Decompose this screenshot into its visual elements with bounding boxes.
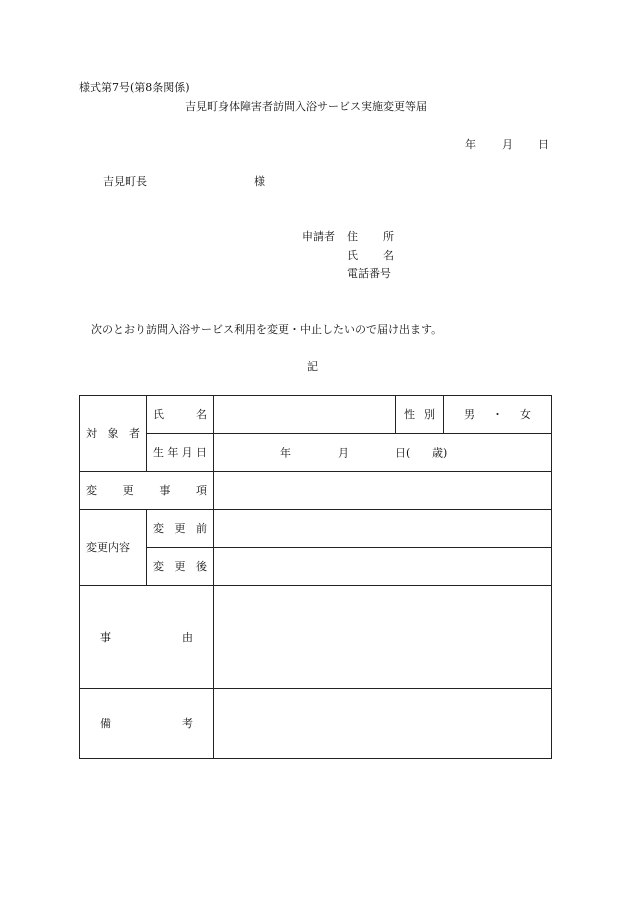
row-change-after bbox=[80, 548, 552, 586]
applicant-name-label-1: 氏 bbox=[347, 249, 358, 262]
name-header: 氏 名 bbox=[147, 396, 214, 434]
applicant-phone-label: 電話番号 bbox=[347, 267, 391, 280]
reason-field[interactable] bbox=[214, 586, 552, 689]
sex-option-separator: ・ bbox=[492, 408, 503, 421]
change-content-header: 変更内容 bbox=[80, 510, 147, 586]
statement-text: 次のとおり訪問入浴サービス利用を変更・中止したいので届け出ます。 bbox=[91, 323, 443, 336]
dob-age-label: 歳) bbox=[432, 446, 448, 459]
remarks-header: 備 考 bbox=[80, 689, 214, 759]
date-month-label: 月 bbox=[502, 138, 513, 151]
addressee-name: 吉見町長 bbox=[103, 175, 147, 188]
row-change-item bbox=[80, 472, 552, 510]
sex-field[interactable] bbox=[444, 396, 552, 434]
before-header: 変 更 前 bbox=[147, 510, 214, 548]
applicant-name-label-2: 名 bbox=[383, 249, 394, 262]
date-year-label: 年 bbox=[465, 138, 476, 151]
reason-header: 事 由 bbox=[80, 586, 214, 689]
remarks-field[interactable] bbox=[214, 689, 552, 759]
birthdate-field[interactable] bbox=[214, 434, 552, 472]
dob-year-label: 年 bbox=[280, 446, 291, 459]
addressee-honorific: 様 bbox=[254, 175, 265, 188]
sex-option-female[interactable]: 女 bbox=[520, 408, 531, 421]
row-remarks bbox=[80, 689, 552, 759]
date-day-label: 日 bbox=[538, 138, 549, 151]
before-field[interactable] bbox=[214, 510, 552, 548]
form-number: 様式第7号(第8条関係) bbox=[79, 81, 190, 94]
row-birthdate bbox=[80, 434, 552, 472]
row-name bbox=[80, 396, 552, 434]
subject-header: 対 象 者 bbox=[80, 396, 147, 472]
birthdate-header: 生 年 月 日 bbox=[147, 434, 214, 472]
after-header: 変 更 後 bbox=[147, 548, 214, 586]
after-field[interactable] bbox=[214, 548, 552, 586]
change-item-field[interactable] bbox=[214, 472, 552, 510]
change-form-table bbox=[79, 395, 552, 759]
applicant-address-label-2: 所 bbox=[383, 230, 394, 243]
row-change-before bbox=[80, 510, 552, 548]
change-item-header: 変 更 事 項 bbox=[80, 472, 214, 510]
sex-header: 性 別 bbox=[396, 396, 444, 434]
applicant-address-label-1: 住 bbox=[347, 230, 358, 243]
dob-day-label: 日( bbox=[395, 446, 411, 459]
applicant-label: 申請者 bbox=[302, 230, 335, 243]
row-reason bbox=[80, 586, 552, 689]
form-title: 吉見町身体障害者訪問入浴サービス実施変更等届 bbox=[185, 100, 427, 113]
dob-month-label: 月 bbox=[338, 446, 349, 459]
name-field[interactable] bbox=[214, 396, 396, 434]
sex-option-male[interactable]: 男 bbox=[464, 408, 475, 421]
note-mark: 記 bbox=[307, 360, 318, 373]
